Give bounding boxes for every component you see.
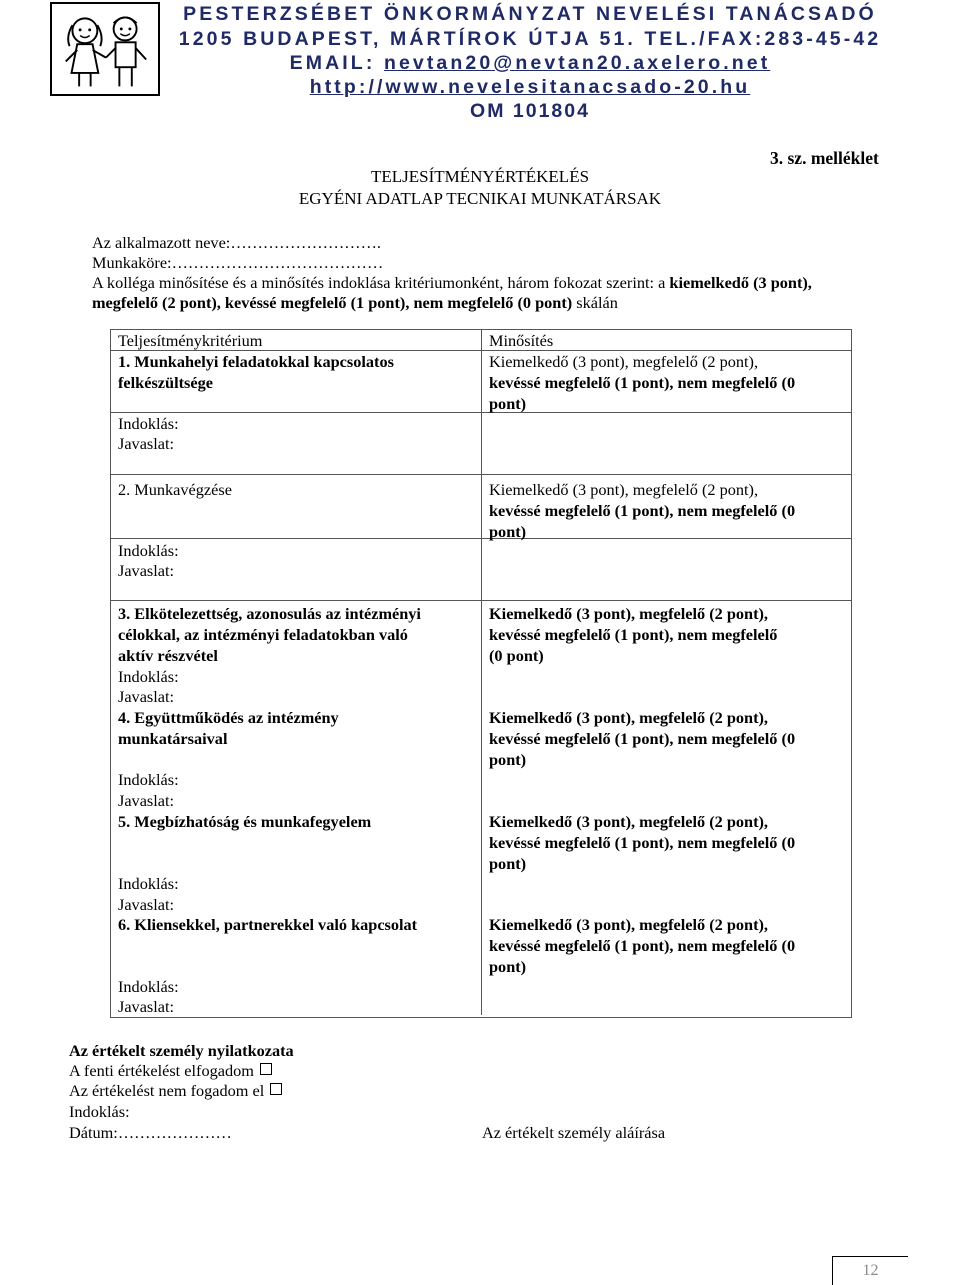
criterion-line: munkatársaival — [118, 728, 228, 748]
accept-option — [69, 1060, 272, 1081]
criterion-line: 4. Együttműködés az intézmény — [118, 708, 339, 727]
rating-options-2 — [489, 480, 844, 542]
rating-line: pont) — [489, 853, 527, 873]
reject-option — [69, 1080, 282, 1101]
criterion-5: 5. Megbízhatóság és munkafegyelem — [118, 812, 372, 831]
declaration-title: Az értékelt személy nyilatkozata — [69, 1041, 294, 1060]
page-number: 12 — [832, 1256, 908, 1285]
rating-line: pont) — [489, 956, 527, 976]
suggestion-label-2: Javaslat: — [118, 561, 175, 580]
header-criterion: Teljesítménykritérium — [118, 331, 263, 350]
rating-options-1 — [489, 352, 844, 414]
reject-label: Az értékelést nem fogadom el — [69, 1081, 265, 1100]
justification-label-1: Indoklás: — [118, 414, 179, 433]
suggestion-label-1: Javaslat: — [118, 434, 175, 453]
criterion-4 — [118, 708, 473, 750]
criterion-6: 6. Kliensekkel, partnerekkel való kapcsolat — [118, 915, 418, 934]
rating-line: pont) — [489, 749, 527, 769]
criterion-1: 1. Munkahelyi feladatokkal kapcsolatos felkészültsége — [118, 352, 394, 392]
institution-name: PESTERZSÉBET ÖNKORMÁNYZAT NEVELÉSI TANÁCSADÓ — [183, 3, 877, 25]
rating-options-5 — [489, 812, 844, 874]
justification-label-4: Indoklás: — [118, 770, 179, 789]
rating-options-3 — [489, 604, 844, 666]
justification-label-6: Indoklás: — [118, 977, 179, 996]
rating-line: kevéssé megfelelő (1 pont), nem megfelelő (0 — [489, 372, 796, 392]
rating-line: Kiemelkedő (3 pont), megfelelő (2 pont), — [489, 604, 768, 623]
rating-line: kevéssé megfelelő (1 pont), nem megfelelő (0 — [489, 832, 796, 852]
email-label: EMAIL: — [289, 52, 384, 74]
institution-email-line — [170, 52, 890, 75]
institution-logo — [50, 2, 160, 96]
column-divider — [481, 330, 482, 1015]
children-drawing-icon — [52, 4, 158, 94]
rating-line: kevéssé megfelelő (1 pont), nem megfelelő (0 — [489, 500, 796, 520]
criterion-2: 2. Munkavégzése — [118, 480, 232, 499]
document-subtitle: EGYÉNI ADATLAP TECNIKAI MUNKATÁRSAK — [298, 189, 662, 208]
job-role-field: Munkaköre:………………………………… — [92, 253, 384, 272]
rating-line: Kiemelkedő (3 pont), megfelelő (2 pont), — [489, 352, 759, 371]
accept-checkbox[interactable] — [260, 1063, 272, 1075]
scale-description-line1 — [92, 272, 812, 293]
website-link[interactable]: http://www.nevelesitanacsado-20.hu — [309, 76, 751, 98]
rating-line: kevéssé megfelelő (1 pont), nem megfelelő — [489, 624, 778, 644]
accept-label: A fenti értékelést elfogadom — [69, 1061, 254, 1080]
row-divider — [111, 474, 851, 475]
rating-line: (0 pont) — [489, 645, 544, 665]
rating-line: pont) — [489, 393, 527, 413]
rating-line: kevéssé megfelelő (1 pont), nem megfelelő (0 — [489, 728, 796, 748]
rating-line: kevéssé megfelelő (1 pont), nem megfelelő (0 — [489, 935, 796, 955]
justification-label-2: Indoklás: — [118, 541, 179, 560]
suggestion-label-6: Javaslat: — [118, 997, 175, 1016]
signature-label: Az értékelt személy aláírása — [482, 1123, 666, 1142]
institution-website-line — [170, 76, 890, 99]
institution-address: 1205 BUDAPEST, MÁRTÍROK ÚTJA 51. TEL./FAX:283-45-42 — [178, 28, 882, 50]
header-rating: Minősítés — [489, 331, 554, 350]
rating-line: Kiemelkedő (3 pont), megfelelő (2 pont), — [489, 480, 759, 499]
rating-line: pont) — [489, 521, 527, 541]
employee-name-field: Az alkalmazott neve:………………………. — [92, 233, 381, 252]
rating-line: Kiemelkedő (3 pont), megfelelő (2 pont), — [489, 708, 768, 727]
scale-description-line2 — [92, 292, 618, 313]
rating-line: Kiemelkedő (3 pont), megfelelő (2 pont), — [489, 915, 768, 934]
date-field: Dátum:………………… — [69, 1123, 232, 1142]
rating-options-6 — [489, 915, 844, 977]
suggestion-label-3: Javaslat: — [118, 687, 175, 706]
scale-bold-b: megfelelő (2 pont), kevéssé megfelelő (1 pont), nem megfelelő (0 pont) — [92, 293, 573, 312]
evaluation-table — [110, 329, 852, 1018]
rating-line: Kiemelkedő (3 pont), megfelelő (2 pont), — [489, 812, 768, 831]
scale-bold-a: kiemelkedő (3 pont), — [669, 273, 812, 292]
suggestion-label-4: Javaslat: — [118, 791, 175, 810]
declaration-justification: Indoklás: — [69, 1102, 130, 1121]
scale-text-b: skálán — [572, 293, 618, 312]
reject-checkbox[interactable] — [270, 1083, 282, 1095]
om-identifier: OM 101804 — [470, 100, 590, 122]
rating-options-4 — [489, 708, 844, 770]
criterion-3 — [118, 604, 473, 666]
row-divider — [111, 600, 851, 601]
justification-label-5: Indoklás: — [118, 874, 179, 893]
scale-text-a: A kolléga minősítése és a minősítés indoklása kritériumonként, három fokozat szerint: a — [92, 273, 670, 292]
document-title: TELJESÍTMÉNYÉRTÉKELÉS — [370, 167, 590, 186]
criterion-line: célokkal, az intézményi feladatokban való — [118, 624, 408, 644]
suggestion-label-5: Javaslat: — [118, 895, 175, 914]
criterion-line: 3. Elkötelezettség, azonosulás az intézményi — [118, 604, 421, 623]
annex-label: 3. sz. melléklet — [770, 148, 879, 168]
justification-label-3: Indoklás: — [118, 667, 179, 686]
email-link[interactable]: nevtan20@nevtan20.axelero.net — [383, 52, 771, 74]
criterion-line: aktív részvétel — [118, 645, 218, 665]
